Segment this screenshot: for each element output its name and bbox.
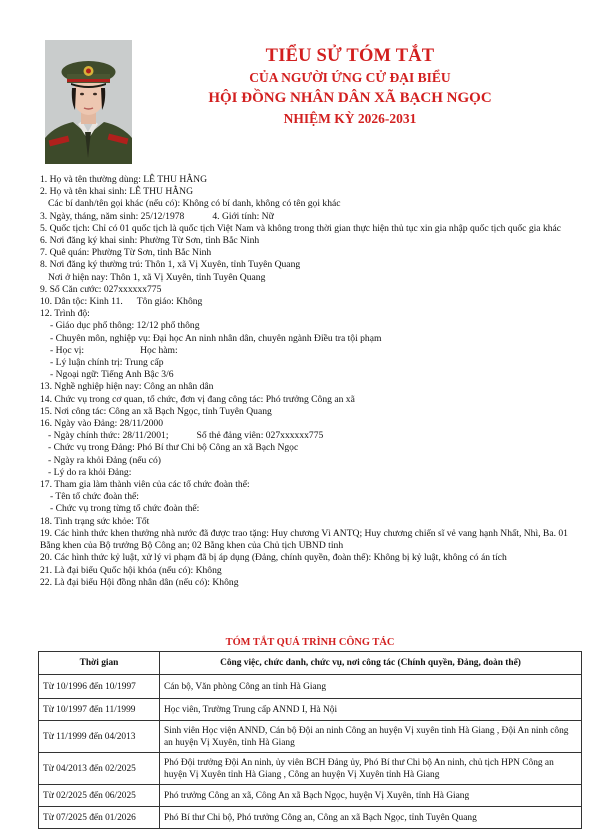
gender: 4. Giới tính: Nữ: [212, 210, 274, 222]
party-exit-reason: - Lý do ra khỏi Đảng:: [48, 466, 132, 478]
current-residence: Nơi ở hiện nay: Thôn 1, xã Vị Xuyên, tỉnh Tuyên Quang: [48, 271, 266, 283]
nationality: 5. Quốc tịch: Chỉ có 01 quốc tịch là quốc tịch Việt Nam và không trong thời gian thực hiện thủ tục xin gia nhập quốc tịch quốc gia khác: [40, 222, 562, 234]
table-row: [39, 699, 582, 721]
table-row: [39, 753, 582, 785]
subtitle-term: NHIỆM KỲ 2026-2031: [283, 111, 417, 126]
row-description: Phó Đội trưởng Đội An ninh, ủy viên BCH Đảng ủy, Phó Bí thư Chi bộ An ninh, chủ tịch HPN Công an huyện Vị Xuyên tỉnh Hà Giang , Công an huyện Vị Xuyên tỉnh Hà Giang: [160, 753, 582, 785]
row-time: Từ 07/2025 đến 01/2026: [39, 807, 160, 829]
political-theory: - Lý luận chính trị: Trung cấp: [50, 357, 164, 369]
birth-registration: 6. Nơi đăng ký khai sinh: Phường Từ Sơn, tỉnh Bắc Ninh: [40, 235, 260, 247]
subtitle-council: HỘI ĐỒNG NHÂN DÂN XÃ BẠCH NGỌC: [208, 90, 492, 106]
row-time: Từ 02/2025 đến 06/2025: [39, 785, 160, 807]
party-official-date: - Ngày chính thức: 28/11/2001;: [48, 430, 169, 442]
column-header-description: Công việc, chức danh, chức vụ, nơi công tác (Chính quyền, Đảng, đoàn thể): [160, 652, 582, 675]
table-header-row: [39, 652, 582, 675]
table-row: [39, 675, 582, 699]
party-card-number: Số thẻ đảng viên: 027xxxxxx775: [196, 430, 324, 442]
id-number: 9. Số Căn cước: 027xxxxxx775: [40, 283, 162, 295]
row-time: Từ 10/1996 đến 10/1997: [39, 675, 160, 699]
organization-name: - Tên tổ chức đoàn thể:: [50, 491, 139, 503]
health-status: 18. Tình trạng sức khỏe: Tốt: [40, 515, 150, 527]
common-name: 1. Họ và tên thường dùng: LÊ THU HẰNG: [40, 174, 208, 185]
birth-name: 2. Họ và tên khai sinh: LÊ THU HẰNG: [40, 186, 194, 198]
portrait-image: [45, 40, 132, 164]
row-description: Cán bộ, Văn phòng Công an tỉnh Hà Giang: [160, 675, 582, 699]
foreign-language: - Ngoại ngữ: Tiếng Anh Bậc 3/6: [50, 369, 174, 381]
party-official-row: [40, 430, 580, 442]
national-assembly: 21. Là đại biểu Quốc hội khóa (nếu có): Không: [40, 564, 222, 576]
birth-gender-row: [40, 211, 580, 223]
organization-position: - Chức vụ trong từng tổ chức đoàn thể:: [50, 503, 200, 515]
row-description: Phó trưởng Công an xã, Công An xã Bạch Ngọc, huyện Vị Xuyên, tỉnh Hà Giang: [160, 785, 582, 807]
candidate-photo: [45, 40, 132, 164]
degree: - Học vị:: [50, 344, 85, 356]
party-join-date: 16. Ngày vào Đảng: 28/11/2000: [40, 418, 164, 430]
table-row: [39, 721, 582, 753]
workplace: 15. Nơi công tác: Công an xã Bạch Ngọc, tỉnh Tuyên Quang: [40, 405, 272, 417]
permanent-residence: 8. Nơi đăng ký thường trú: Thôn 1, xã Vị Xuyên, tỉnh Tuyên Quang: [40, 259, 301, 271]
column-header-time: Thời gian: [39, 652, 160, 675]
specialization: - Chuyên môn, nghiệp vụ: Đại học An ninh nhân dân, chuyên ngành Điều tra tội phạm: [50, 332, 382, 344]
party-position: - Chức vụ trong Đảng: Phó Bí thư Chi bộ Công an xã Bạch Ngọc: [48, 442, 299, 454]
biography-details: [40, 174, 580, 589]
education-heading: 12. Trình độ:: [40, 308, 90, 320]
aliases: Các bí danh/tên gọi khác (nếu có): Không có bí danh, không có tên gọi khác: [48, 198, 341, 210]
organizations: 17. Tham gia làm thành viên của các tổ chức đoàn thể:: [40, 479, 250, 491]
hometown: 7. Quê quán: Phường Từ Sơn, tỉnh Bắc Ninh: [40, 247, 212, 259]
awards: 19. Các hình thức khen thưởng nhà nước đã được trao tặng: Huy chương Vì ANTQ; Huy chương chiến sĩ vẻ vang hạnh Nhất, Nhì, Ba. 01 Bằng khen của Bộ trưởng Bộ Công an; 02 Bằng khen của Chủ tịch UBND tỉnh: [40, 527, 568, 552]
row-description: Học viên, Trường Trung cấp ANND I, Hà Nội: [160, 699, 582, 721]
work-history-table: [38, 651, 582, 829]
work-history-title: TÓM TẮT QUÁ TRÌNH CÔNG TÁC: [225, 637, 395, 648]
discipline: 20. Các hình thức kỷ luật, xử lý vi phạm đã bị áp dụng (Đảng, chính quyền, đoàn thể): Không bị kỷ luật, không có án tích: [40, 552, 507, 564]
row-description: Phó Bí thư Chi bộ, Phó trưởng Công an, Công an xã Bạch Ngọc, tỉnh Tuyên Quang: [160, 807, 582, 829]
general-education: - Giáo dục phổ thông: 12/12 phổ thông: [50, 320, 200, 332]
row-time: Từ 10/1997 đến 11/1999: [39, 699, 160, 721]
table-row: [39, 785, 582, 807]
subtitle-candidate: CỦA NGƯỜI ỨNG CỬ ĐẠI BIỂU: [249, 70, 451, 85]
party-exit-date: - Ngày ra khỏi Đảng (nếu có): [48, 454, 161, 466]
religion: Tôn giáo: Không: [136, 296, 203, 308]
position: 14. Chức vụ trong cơ quan, tổ chức, đơn vị đang công tác: Phó trưởng Công an xã: [40, 393, 355, 405]
ethnicity-religion-row: [40, 296, 580, 308]
table-row: [39, 807, 582, 829]
peoples-council: 22. Là đại biểu Hội đồng nhân dân (nếu có): Không: [40, 576, 239, 588]
row-time: Từ 11/1999 đến 04/2013: [39, 721, 160, 753]
header: [150, 44, 550, 129]
degree-row: [40, 345, 580, 357]
academic-title: Học hàm:: [140, 344, 178, 356]
birth-date: 3. Ngày, tháng, năm sinh: 25/12/1978: [40, 210, 185, 222]
occupation: 13. Nghề nghiệp hiện nay: Công an nhân dân: [40, 381, 214, 393]
ethnicity: 10. Dân tộc: Kinh 11.: [40, 296, 123, 308]
page-title: TIỂU SỬ TÓM TẮT: [265, 46, 435, 66]
row-description: Sinh viên Học viện ANND, Cán bộ Đội an ninh Công an huyện Vị xuyên tỉnh Hà Giang , Đội An ninh công an huyện Vị Xuyên, tỉnh Hà Giang: [160, 721, 582, 753]
row-time: Từ 04/2013 đến 02/2025: [39, 753, 160, 785]
